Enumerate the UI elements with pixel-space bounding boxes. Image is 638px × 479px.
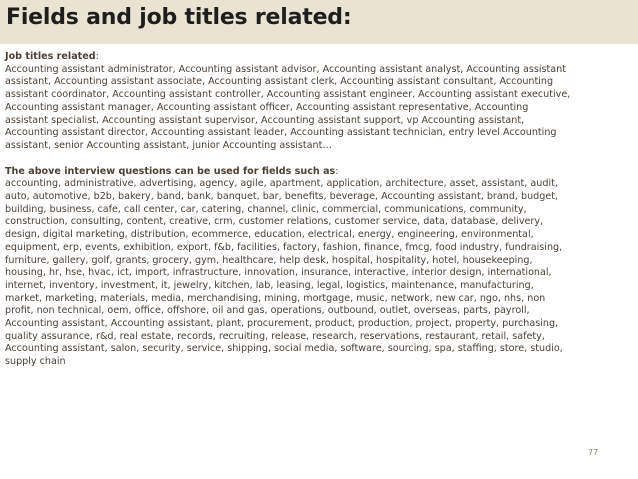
fields-line: supply chain — [5, 356, 66, 368]
fields-line: design, digital marketing, distribution, ecommerce, education, electrical, energy, engineering, environmental, — [5, 229, 534, 241]
fields-line: profit, non technical, oem, office, offshore, oil and gas, operations, outbound, outlet, overseas, parts, payroll, — [5, 305, 530, 317]
job-titles-line: Accounting assistant administrator, Accounting assistant advisor, Accounting assistant analyst, Accounting assistant — [5, 63, 566, 75]
fields-line: accounting, administrative, advertising, agency, agile, apartment, application, architecture, asset, assistant, audit, — [5, 178, 558, 190]
fields-line: market, marketing, materials, media, merchandising, mining, mortgage, music, network, new car, ngo, nhs, non — [5, 292, 546, 304]
slide-content — [5, 51, 632, 369]
fields-line: Accounting assistant, Accounting assistant, plant, procurement, product, production, project, property, purchasing, — [5, 318, 559, 330]
fields-line: housing, hr, hse, hvac, ict, import, infrastructure, innovation, insurance, interactive, interior design, international, — [5, 267, 552, 279]
title-bar — [0, 0, 638, 44]
job-titles-colon: : — [95, 51, 99, 62]
fields-colon: : — [335, 165, 339, 177]
job-titles-line: assistant, senior Accounting assistant, junior Accounting assistant… — [5, 139, 332, 151]
page-number: 77 — [588, 448, 599, 457]
fields-line: internet, inventory, investment, it, jewelry, kitchen, lab, leasing, legal, logistics, maintenance, manufacturing, — [5, 279, 534, 291]
fields-line: quality assurance, r&d, real estate, records, recruiting, release, research, reservations, restaurant, retail, safety, — [5, 330, 545, 342]
job-titles-line: assistant, Accounting assistant associate, Accounting assistant clerk, Accounting assistant consultant, Accounting — [5, 76, 554, 88]
fields-line: auto, automotive, b2b, bakery, band, bank, banquet, bar, benefits, beverage, Accounting assistant, brand, budget, — [5, 191, 559, 203]
fields-line: construction, consulting, content, creative, crm, customer relations, customer service, data, database, delivery, — [5, 216, 544, 228]
fields-heading-line — [5, 166, 632, 179]
job-titles-text — [5, 64, 632, 153]
fields-line: equipment, erp, events, exhibition, export, f&b, facilities, factory, fashion, finance, fmcg, food industry, fundraising, — [5, 241, 563, 253]
job-titles-line: assistant coordinator, Accounting assistant controller, Accounting assistant engineer, Accounting assistant executive, — [5, 89, 571, 101]
job-titles-heading: Job titles related — [5, 51, 96, 62]
slide-title: Fields and job titles related: — [6, 5, 352, 30]
job-titles-heading-line — [5, 51, 632, 64]
fields-text — [5, 178, 632, 369]
job-titles-line: assistant specialist, Accounting assistant supervisor, Accounting assistant support, vp Accounting assistant, — [5, 114, 525, 126]
fields-line: Accounting assistant, salon, security, service, shipping, social media, software, sourcing, spa, staffing, store, studio, — [5, 343, 563, 355]
paragraph-gap — [5, 153, 632, 166]
job-titles-line: Accounting assistant manager, Accounting assistant officer, Accounting assistant representative, Accounting — [5, 101, 529, 113]
fields-heading: The above interview questions can be used for fields such as — [5, 165, 336, 177]
fields-line: building, business, cafe, call center, car, catering, channel, clinic, commercial, communications, community, — [5, 203, 527, 215]
fields-line: furniture, gallery, golf, grants, grocery, gym, healthcare, help desk, hospital, hospitality, hotel, housekeeping, — [5, 254, 533, 266]
job-titles-line: Accounting assistant director, Accounting assistant leader, Accounting assistant technician, entry level Accounting — [5, 127, 557, 139]
